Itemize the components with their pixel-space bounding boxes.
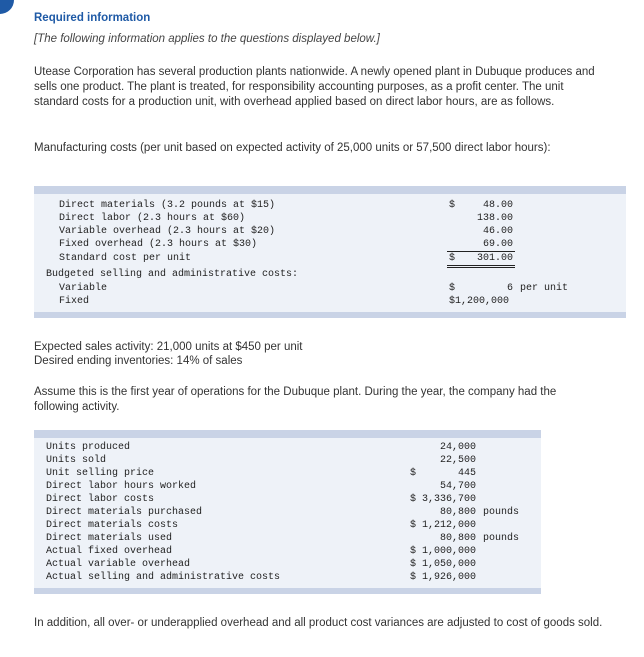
corner-badge-icon	[0, 0, 14, 14]
manufacturing-heading: Manufacturing costs (per unit based on expected activity of 25,000 units or 57,500 direct labor hours):	[34, 142, 551, 154]
section-title: Required information	[34, 12, 151, 24]
activity-value: $ 445	[409, 468, 476, 479]
activity-suffix: pounds	[483, 507, 520, 518]
activity-value: $ 1,926,000	[409, 572, 476, 583]
cost-row-label: Standard cost per unit	[59, 253, 192, 264]
total-rule-bottom	[447, 267, 515, 268]
activity-value: 54,700	[439, 481, 476, 492]
activity-value: $ 1,000,000	[409, 546, 476, 557]
cost-row-dollar: $	[449, 253, 456, 264]
activity-label: Direct materials used	[46, 533, 173, 544]
cost-row-label: Variable overhead (2.3 hours at $20)	[59, 226, 276, 237]
activity-label: Actual selling and administrative costs	[46, 572, 281, 583]
activity-label: Direct labor costs	[46, 494, 155, 505]
activity-value: $ 1,212,000	[409, 520, 476, 531]
variable-dollar: $	[449, 283, 456, 294]
activity-suffix: pounds	[483, 533, 520, 544]
activity-label: Unit selling price	[46, 468, 155, 479]
fixed-value: $1,200,000	[449, 296, 510, 307]
activity-value: 22,500	[439, 455, 476, 466]
activity-label: Direct materials purchased	[46, 507, 203, 518]
fixed-label: Fixed	[59, 296, 90, 307]
cost-row-value: 301.00	[476, 253, 513, 264]
variable-label: Variable	[59, 283, 108, 294]
variable-unit: per unit	[520, 283, 569, 294]
activity-label: Direct materials costs	[46, 520, 179, 531]
cost-row-value: 69.00	[482, 239, 513, 250]
total-rule-top	[447, 265, 515, 266]
cost-row-label: Fixed overhead (2.3 hours at $30)	[59, 239, 258, 250]
assume-paragraph: Assume this is the first year of operations for the Dubuque plant. During the year, the company had the following activity.	[34, 386, 557, 413]
budget-heading: Budgeted selling and administrative costs:	[46, 269, 299, 280]
closing-paragraph: In addition, all over- or underapplied overhead and all product cost variances are adjusted to cost of goods sold.	[34, 617, 603, 629]
activity-label: Direct labor hours worked	[46, 481, 197, 492]
info-note: [The following information applies to the questions displayed below.]	[34, 33, 380, 45]
desired-inventory: Desired ending inventories: 14% of sales	[34, 355, 243, 367]
variable-value: 6	[506, 283, 513, 294]
activity-value: $ 3,336,700	[409, 494, 476, 505]
cost-row-value: 138.00	[476, 213, 513, 224]
cost-row-label: Direct labor (2.3 hours at $60)	[59, 213, 246, 224]
expected-sales: Expected sales activity: 21,000 units at $450 per unit	[34, 341, 303, 353]
activity-label: Actual fixed overhead	[46, 546, 173, 557]
activity-value: 80,800	[439, 507, 476, 518]
activity-label: Actual variable overhead	[46, 559, 191, 570]
activity-value: $ 1,050,000	[409, 559, 476, 570]
activity-label: Units produced	[46, 442, 131, 453]
cost-row-dollar: $	[449, 200, 456, 211]
cost-row-value: 48.00	[482, 200, 513, 211]
activity-label: Units sold	[46, 455, 107, 466]
activity-value: 24,000	[439, 442, 476, 453]
activity-value: 80,800	[439, 533, 476, 544]
intro-paragraph: Utease Corporation has several production plants nationwide. A newly opened plant in Dubuque produces and sells one product. The plant is treated, for responsibility accounting purposes, as a profit center. The unit standard costs for a production unit, with overhead applied based on direct labor hours, are as follows.	[34, 66, 595, 108]
cost-row-label: Direct materials (3.2 pounds at $15)	[59, 200, 276, 211]
cost-row-value: 46.00	[482, 226, 513, 237]
